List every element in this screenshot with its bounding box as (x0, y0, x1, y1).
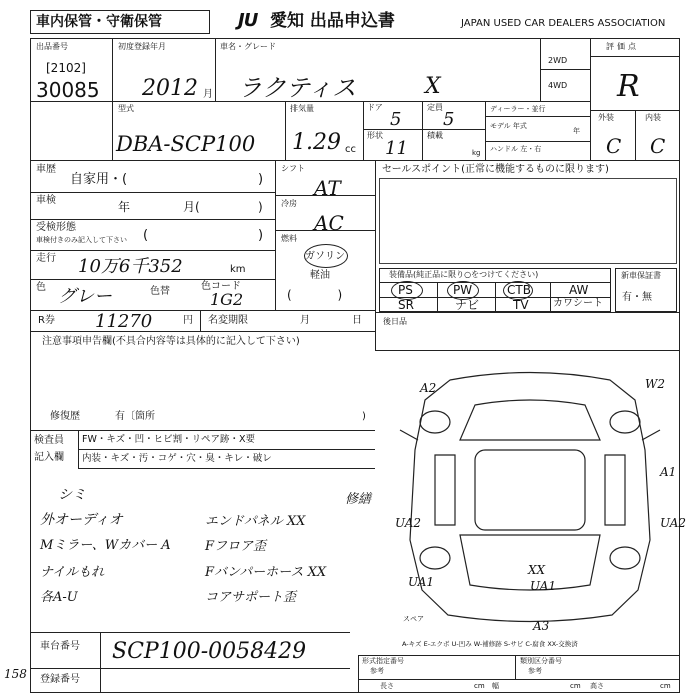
fuel-paren: ( ) (287, 288, 343, 302)
height-label: 高さ (590, 682, 604, 690)
color-code-label: 色コード (201, 281, 241, 292)
note-line-3: Mミラー、Wカバー A (40, 538, 171, 553)
equip-ps: PS (398, 283, 413, 297)
ac-label: 冷房 (281, 199, 297, 208)
chassis-label: 車台番号 (40, 641, 80, 652)
disp-value: 1.29 (292, 130, 341, 155)
height-unit: cm (660, 682, 671, 690)
after-label: 後日品 (383, 317, 407, 326)
repair-label: 修復歴 (50, 411, 80, 422)
mileage-value: 10万6千352 (78, 256, 183, 277)
class-label: 類別区分番号 (520, 657, 562, 665)
grade-score: R (617, 69, 640, 104)
class-ref: 参考 (528, 667, 542, 675)
color-label: 色 (36, 282, 46, 293)
interior-grade: C (650, 134, 666, 158)
model-year-label: モデル 年式 (490, 122, 527, 130)
disp-label: 排気量 (290, 104, 314, 113)
ju-logo: JU (238, 10, 258, 31)
repair-value: 有〔箇所 (115, 411, 155, 422)
check-line-2: 内装・キズ・汚・コゲ・穴・臭・キレ・破レ (82, 453, 272, 464)
note-line-5: 各A-U (40, 590, 78, 605)
repair-line-3: Fバンパーホース XX (205, 565, 327, 580)
shape-label: 形状 (367, 131, 383, 140)
drive-4wd: 4WD (548, 81, 568, 90)
repair-close: ) (362, 411, 366, 422)
record-label: 記入欄 (34, 452, 64, 463)
inspection-label: 車検 (36, 195, 56, 206)
ac-value: AC (314, 211, 344, 235)
note-line-1: シミ (58, 487, 86, 503)
seats-value: 5 (443, 109, 455, 130)
rename-month: 月 (300, 315, 310, 326)
receipt-sub: 車検付きのみ記入して下さい (36, 236, 127, 244)
history-value: 自家用・( (70, 172, 128, 187)
handle-label: ハンドル 左・右 (490, 145, 542, 153)
width-label: 幅 (492, 682, 499, 690)
equip-tv: TV (513, 298, 529, 312)
equip-leather: カワシート (553, 298, 603, 309)
repaint-label: 色替 (150, 286, 170, 297)
exterior-grade: C (606, 134, 622, 158)
exterior-label: 外装 (598, 113, 614, 122)
repair-line-2: Fフロア歪 (205, 539, 267, 554)
org-english: JAPAN USED CAR DEALERS ASSOCIATION (461, 18, 666, 29)
lot-sub: [2102] (46, 61, 86, 75)
shape-value: 11 (385, 138, 408, 159)
equip-ctb: CTB (507, 283, 531, 297)
diag-mark-ua1-center: UA1 (530, 579, 557, 593)
rename-day: 日 (352, 315, 362, 326)
year-unit: 年 (573, 127, 580, 135)
car-name: ラクティス (238, 74, 357, 102)
history-label: 車歴 (36, 164, 56, 175)
disp-unit: cc (345, 144, 356, 155)
diagram-legend: A-キズ E-エクボ U-凹み W-補修跡 S-サビ C-腐食 XX-交換済 (402, 640, 578, 648)
mileage-unit: km (230, 264, 246, 275)
diag-mark-a1: A1 (660, 465, 677, 479)
repair-line-1: エンドパネル XX (205, 514, 306, 529)
storage-label: 車内保管・守衛保管 (36, 14, 162, 30)
inspection-close: ) (258, 200, 263, 214)
receipt-label: 受検形態 (36, 222, 76, 233)
equip-sr: SR (398, 298, 414, 312)
shift-value: AT (314, 176, 341, 200)
repair-heading: 修繕 (345, 492, 372, 507)
reg-value: 2012 (142, 76, 198, 101)
fuel-gas-circle (304, 244, 348, 268)
length-unit: cm (474, 682, 485, 690)
equip-label: 装備品(純正品に限り○をつけてください) (389, 270, 539, 279)
diag-mark-ua2-right: UA2 (660, 516, 687, 530)
model-cert-label: 形式指定番号 (362, 657, 404, 665)
margin-mark: 158 (4, 667, 27, 681)
load-label: 積載 (427, 131, 443, 140)
warranty-value: 有・無 (622, 292, 652, 303)
inspector-label: 検査員 (34, 435, 64, 446)
inspection-month: 月( (183, 200, 200, 214)
equip-pw-circle (447, 281, 479, 300)
spare-label: スペア (403, 615, 424, 623)
equip-aw: AW (569, 283, 589, 297)
note-line-2: 外オーディオ (40, 512, 123, 528)
inspection-year: 年 (118, 200, 131, 214)
shift-label: シフト (281, 164, 305, 173)
car-grade: X (425, 74, 441, 99)
equip-ps-circle (391, 281, 423, 300)
receipt-close: ) (258, 228, 264, 243)
equip-navi: ナビ (455, 298, 480, 312)
diag-mark-a3: A3 (533, 619, 550, 633)
fuel-diesel: 軽油 (310, 270, 330, 281)
r-unit: 円 (183, 315, 193, 326)
sales-label: セールスポイント(正常に機能するものに限ります) (382, 164, 609, 175)
drive-2wd: 2WD (548, 56, 568, 65)
length-label: 長さ (380, 682, 394, 690)
model-value: DBA-SCP100 (116, 132, 256, 156)
door-value: 5 (390, 109, 402, 130)
color-code-value: 1G2 (210, 290, 244, 309)
model-cert-ref: 参考 (370, 667, 384, 675)
load-unit: kg (472, 149, 481, 157)
dealer-label: ディーラー・並行 (490, 105, 546, 113)
lot-number: 30085 (36, 78, 100, 102)
repair-line-4: コアサポート歪 (205, 590, 297, 605)
rename-label: 名変期限 (208, 315, 248, 326)
chassis-value: SCP100-0058429 (112, 639, 307, 664)
reg-label: 初度登録年月 (118, 42, 166, 51)
diag-mark-ua1-left: UA1 (408, 575, 435, 589)
equip-pw: PW (453, 283, 473, 297)
receipt-open: ( (143, 228, 149, 243)
equip-ctb-circle (503, 281, 533, 300)
reg-month-unit: 月 (203, 89, 213, 100)
mileage-label: 走行 (36, 253, 56, 264)
diag-mark-a2: A2 (420, 381, 437, 395)
lot-label: 出品番号 (36, 42, 68, 51)
seats-label: 定員 (427, 103, 443, 112)
sales-area (379, 178, 677, 264)
warranty-label: 新車保証書 (621, 271, 661, 280)
name-label: 車名・グレード (220, 42, 276, 51)
model-cert-box (358, 655, 680, 693)
grade-label: 評価点 (606, 42, 639, 51)
door-label: ドア (367, 103, 383, 112)
fuel-gas: ガソリン (305, 251, 345, 262)
fuel-label: 燃料 (281, 234, 297, 243)
org-title: 愛知 出品申込書 (270, 11, 395, 31)
diag-mark-w2: W2 (645, 377, 665, 391)
model-label: 型式 (118, 104, 134, 113)
interior-label: 内装 (645, 113, 661, 122)
diag-mark-ua2-left: UA2 (395, 516, 422, 530)
diag-mark-xx: XX (528, 563, 546, 577)
check-line-1: FW・キズ・凹・ヒビ割・リペア跡・X要 (82, 434, 255, 445)
r-label: R券 (38, 315, 55, 326)
history-close: ) (258, 172, 264, 187)
notes-label: 注意事項申告欄(不具合内容等は具体的に記入して下さい) (42, 336, 300, 347)
width-unit: cm (570, 682, 581, 690)
r-value: 11270 (95, 311, 153, 332)
reg-number-label: 登録番号 (40, 674, 80, 685)
note-line-4: ナイルもれ (40, 565, 105, 580)
color-value: グレー (58, 286, 112, 307)
